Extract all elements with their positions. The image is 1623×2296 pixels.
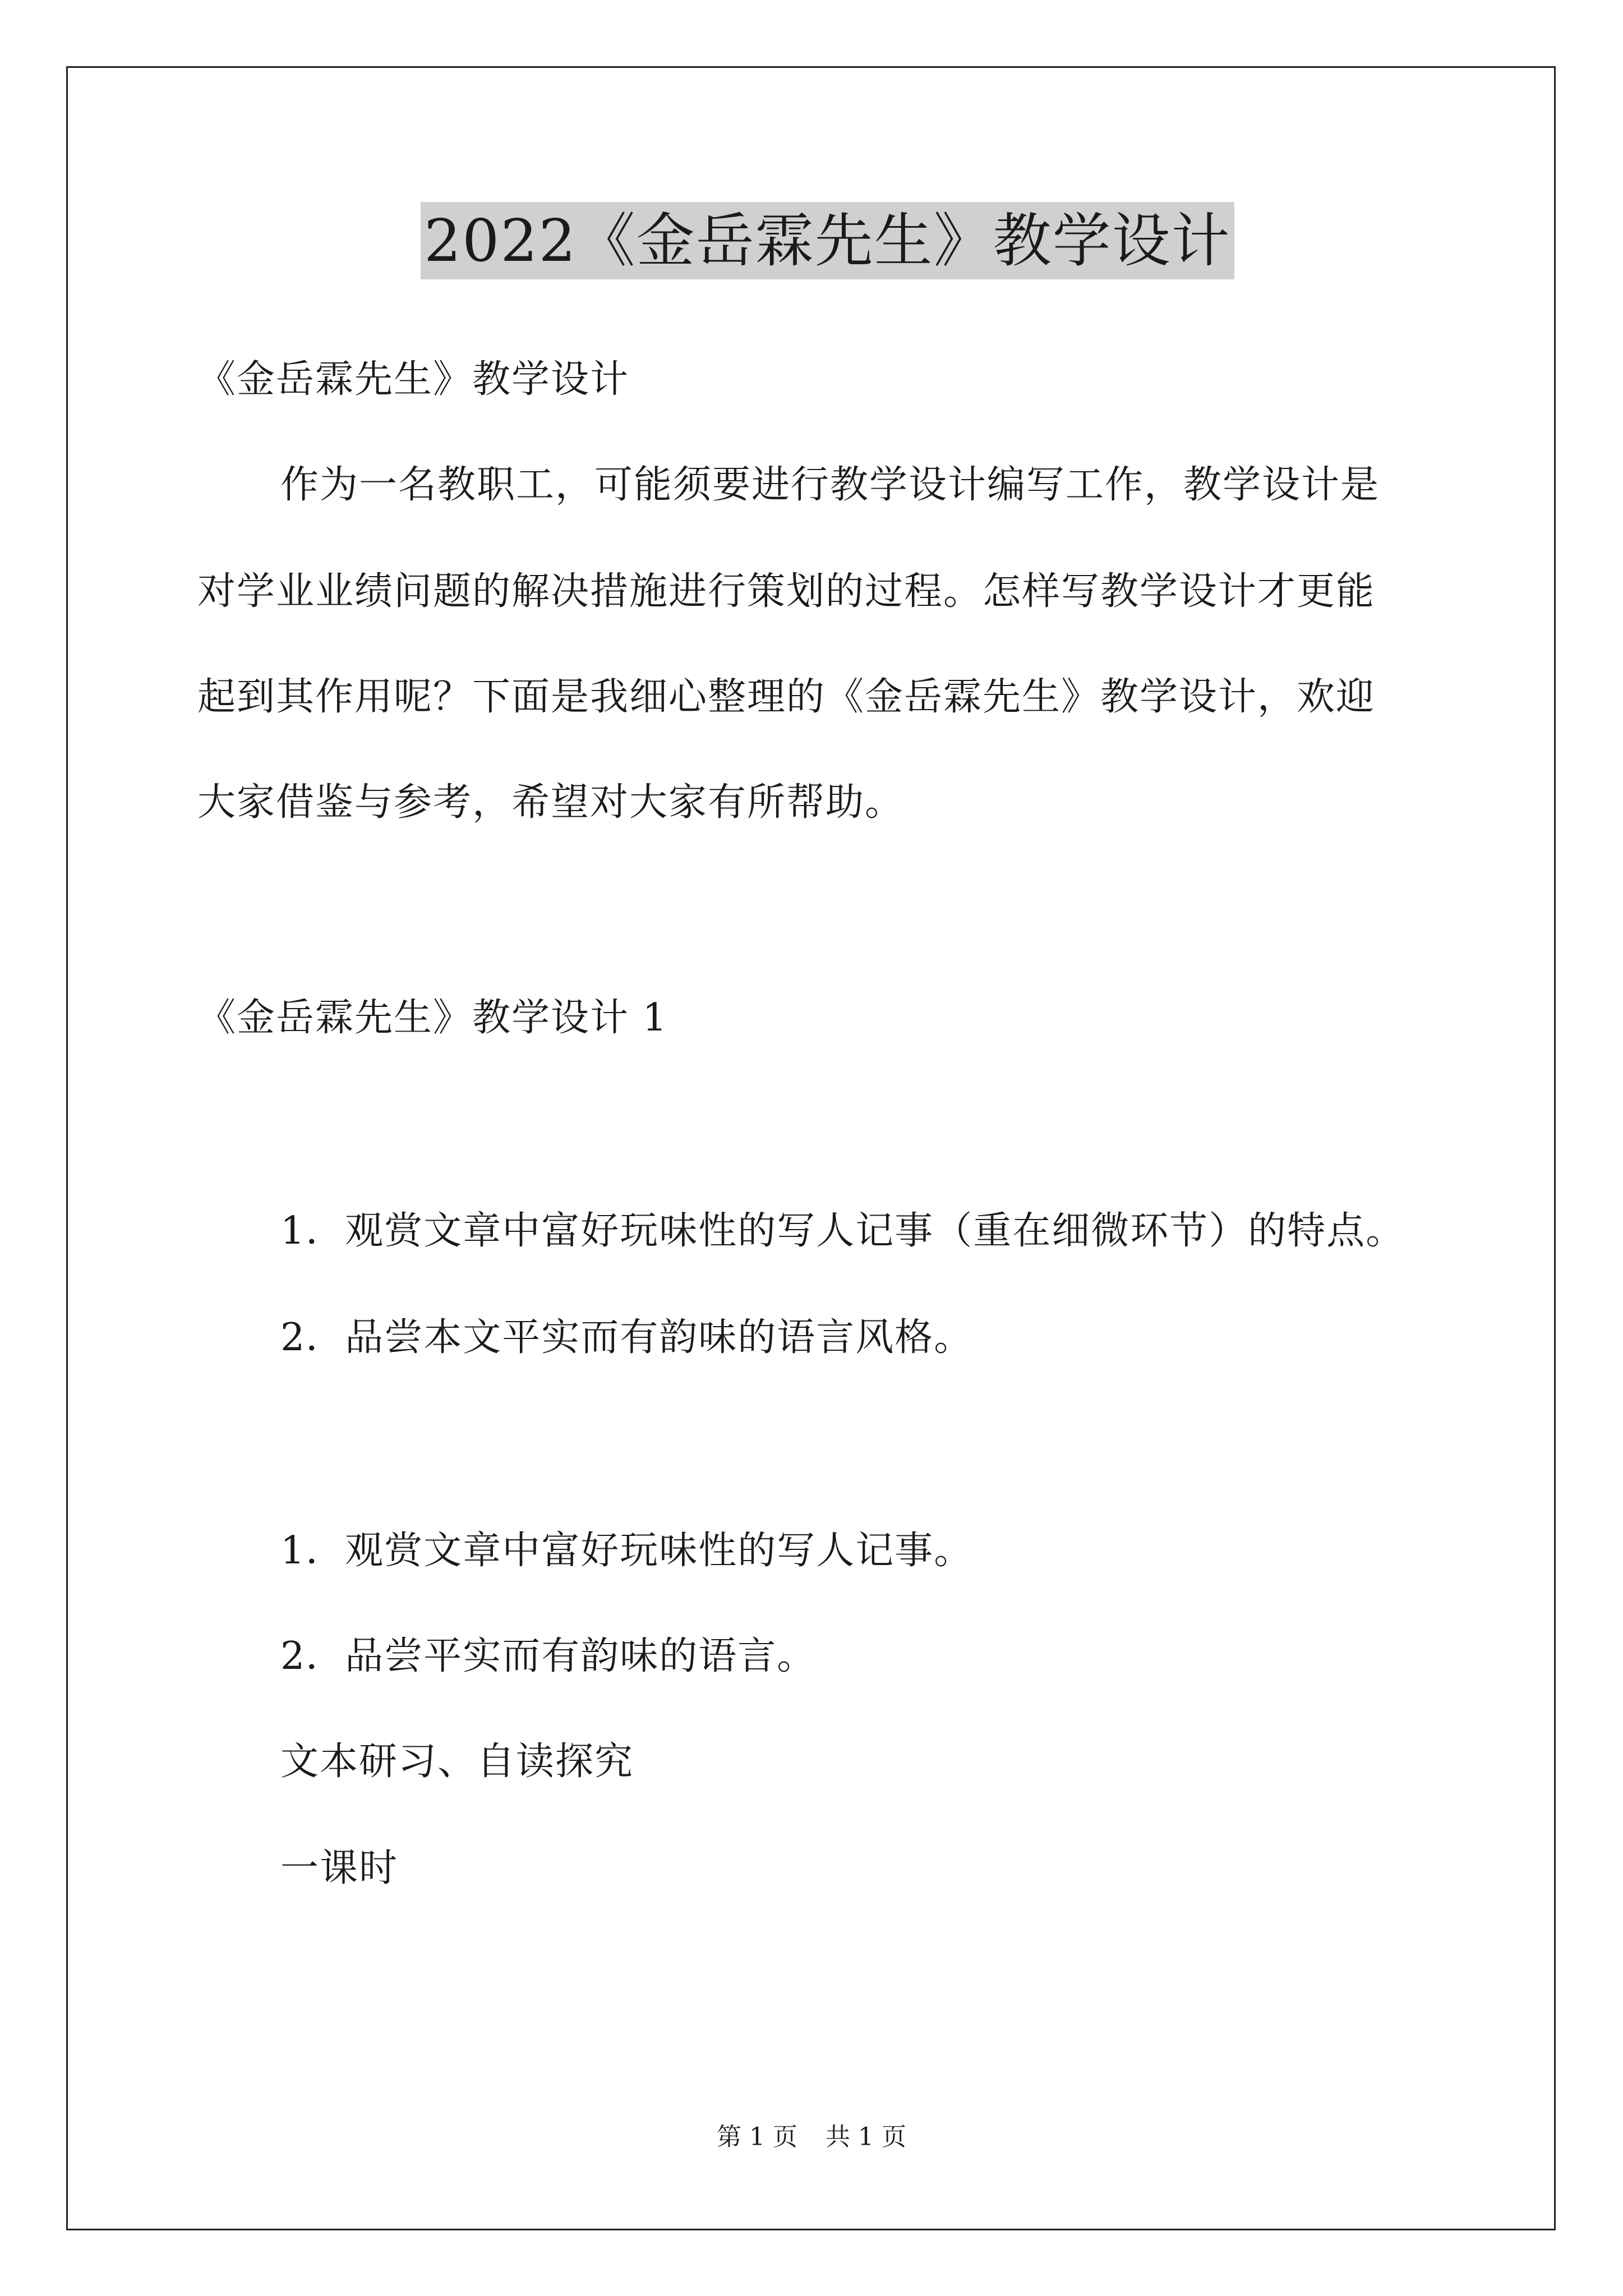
- intro-line-3: 起到其作用呢？下面是我细心整理的《金岳霖先生》教学设计，欢迎: [197, 675, 1376, 719]
- section-heading: 《金岳霖先生》教学设计 1: [197, 996, 668, 1040]
- objective-item: 1．观赏文章中富好玩味性的写人记事（重在细微环节）的特点。: [280, 1209, 1405, 1253]
- teaching-method: 文本研习、自读探究: [280, 1740, 634, 1784]
- document-title: 2022《金岳霖先生》教学设计: [421, 202, 1234, 279]
- page-total: 共 1 页: [826, 2123, 906, 2151]
- document-subtitle: 《金岳霖先生》教学设计: [197, 357, 630, 402]
- intro-line-2: 对学业业绩问题的解决措施进行策划的过程。怎样写教学设计才更能: [197, 569, 1376, 614]
- key-point-item: 2．品尝平实而有韵味的语言。: [280, 1634, 817, 1678]
- page-footer: [0, 2120, 1623, 2154]
- class-hours: 一课时: [280, 1846, 399, 1890]
- key-point-item: 1．观赏文章中富好玩味性的写人记事。: [280, 1529, 974, 1573]
- objective-item: 2．品尝本文平实而有韵味的语言风格。: [280, 1315, 974, 1360]
- page-number: 第 1 页: [717, 2123, 797, 2151]
- intro-line-1: 作为一名教职工，可能须要进行教学设计编写工作，教学设计是: [280, 463, 1380, 507]
- intro-line-4: 大家借鉴与参考，希望对大家有所帮助。: [197, 780, 905, 825]
